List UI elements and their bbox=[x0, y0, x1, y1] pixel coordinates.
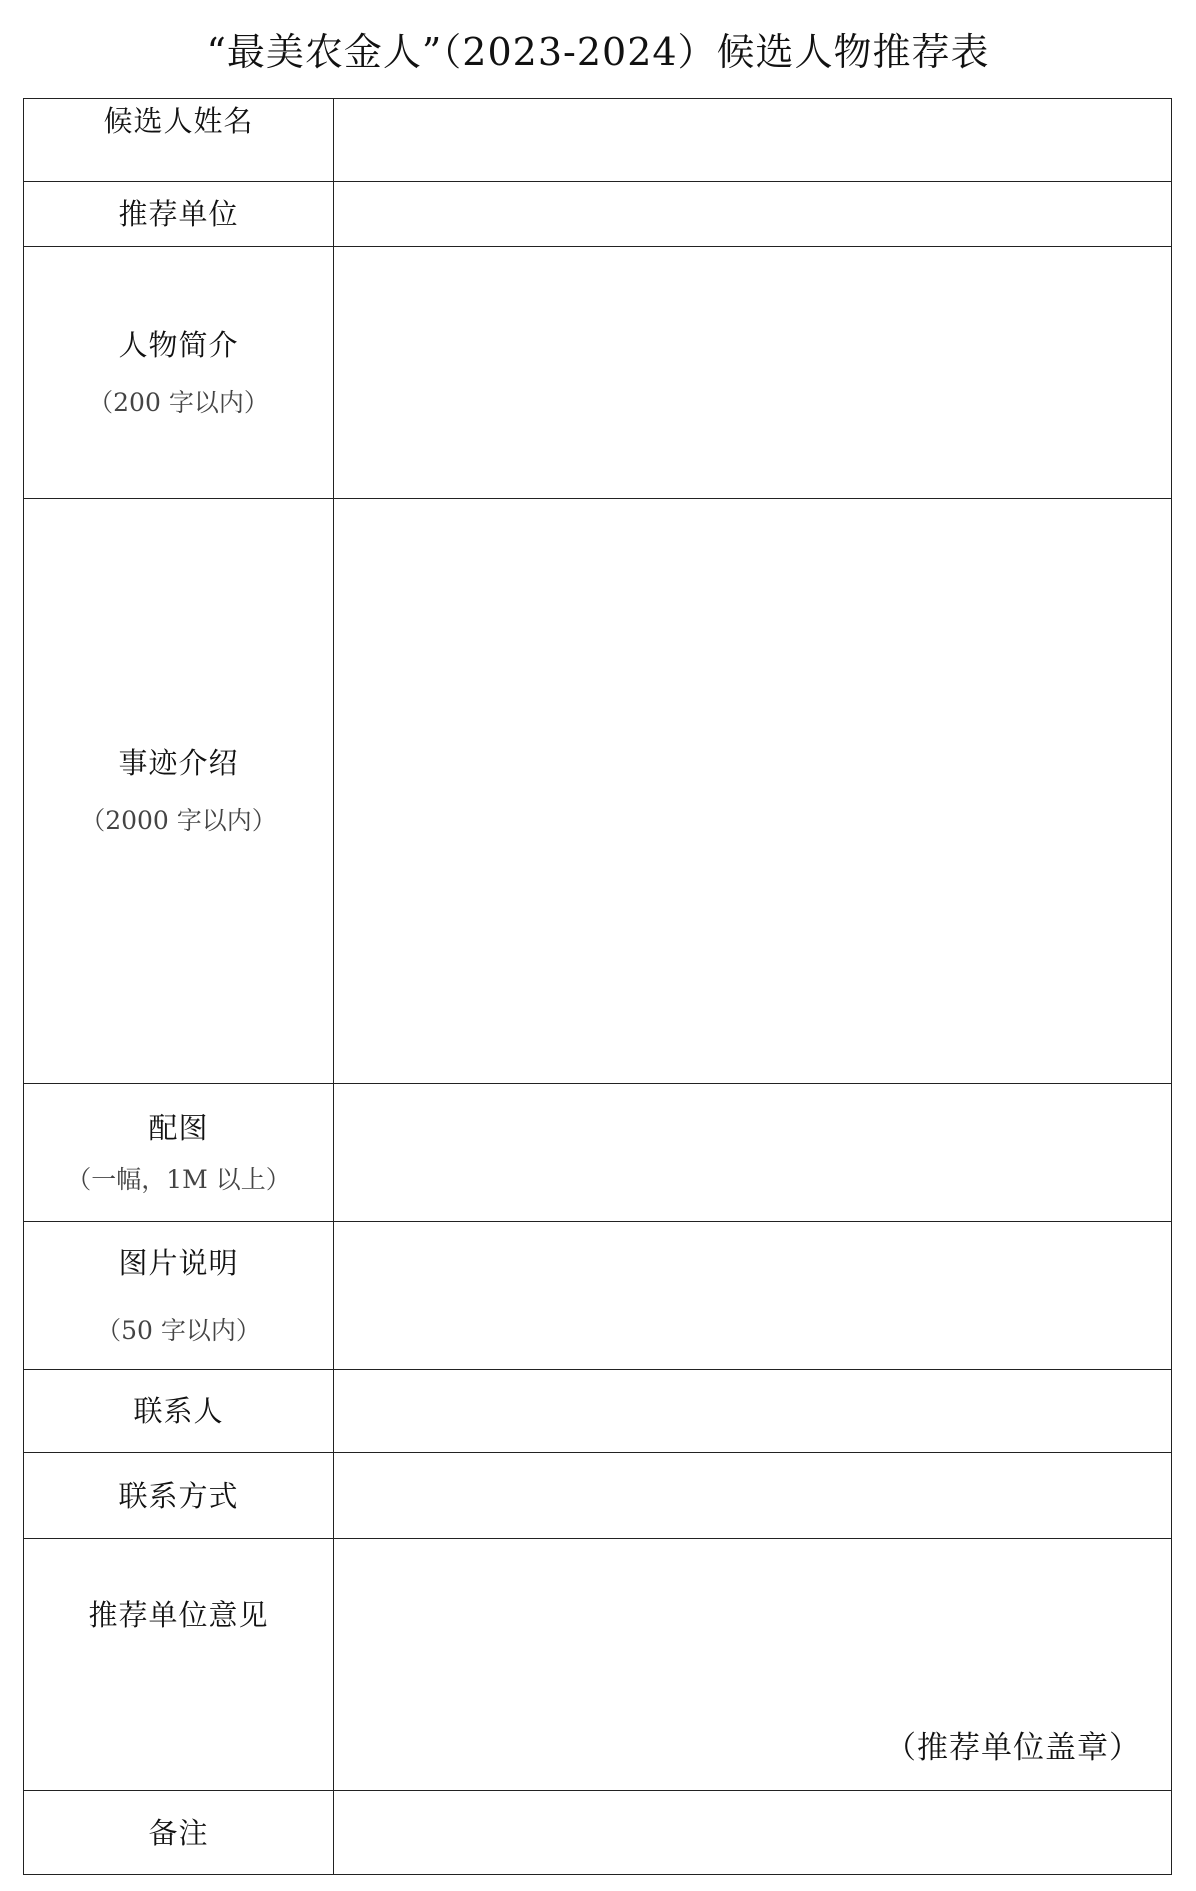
form-row-contact-info bbox=[24, 1453, 1172, 1539]
contact-info-field[interactable] bbox=[334, 1453, 1172, 1539]
nomination-form-table bbox=[23, 98, 1172, 1875]
form-row-candidate-name bbox=[24, 99, 1172, 182]
photo-note: （一幅，1M 以上） bbox=[66, 1164, 291, 1194]
form-row-profile bbox=[24, 247, 1172, 499]
photo-caption-label: 图片说明 bbox=[118, 1245, 239, 1280]
photo-caption-field[interactable] bbox=[334, 1222, 1172, 1370]
label-cell bbox=[24, 1539, 334, 1791]
candidate-name-label: 候选人姓名 bbox=[103, 104, 254, 138]
contact-info-label: 联系方式 bbox=[118, 1478, 239, 1513]
label-cell bbox=[24, 1791, 334, 1875]
profile-label: 人物简介 bbox=[118, 327, 239, 362]
contact-person-field[interactable] bbox=[334, 1370, 1172, 1453]
photo-caption-note: （50 字以内） bbox=[96, 1315, 261, 1345]
photo-label: 配图 bbox=[148, 1110, 209, 1145]
label-cell bbox=[24, 99, 334, 182]
recommending-unit-label: 推荐单位 bbox=[118, 197, 239, 231]
achievements-field[interactable] bbox=[334, 499, 1172, 1084]
label-cell bbox=[24, 1370, 334, 1453]
profile-note: （200 字以内） bbox=[88, 387, 269, 417]
photo-upload-field[interactable] bbox=[334, 1084, 1172, 1222]
label-cell bbox=[24, 1084, 334, 1222]
label-cell bbox=[24, 1222, 334, 1370]
form-row-remarks bbox=[24, 1791, 1172, 1875]
form-row-contact-person bbox=[24, 1370, 1172, 1453]
form-row-unit-opinion bbox=[24, 1539, 1172, 1791]
label-cell bbox=[24, 499, 334, 1084]
contact-person-label: 联系人 bbox=[133, 1394, 224, 1428]
remarks-field[interactable] bbox=[334, 1791, 1172, 1875]
label-cell bbox=[24, 182, 334, 247]
achievements-label: 事迹介绍 bbox=[118, 746, 239, 780]
unit-opinion-label: 推荐单位意见 bbox=[88, 1598, 269, 1632]
form-row-photo-caption bbox=[24, 1222, 1172, 1370]
unit-opinion-field[interactable] bbox=[334, 1539, 1172, 1791]
label-cell bbox=[24, 247, 334, 499]
label-cell bbox=[24, 1453, 334, 1539]
form-title: “最美农金人”（2023-2024）候选人物推荐表 bbox=[206, 30, 990, 74]
profile-field[interactable] bbox=[334, 247, 1172, 499]
achievements-note: （2000 字以内） bbox=[80, 806, 277, 835]
form-row-recommending-unit bbox=[24, 182, 1172, 247]
candidate-name-field[interactable] bbox=[334, 99, 1172, 182]
form-row-achievements bbox=[24, 499, 1172, 1084]
recommending-unit-field[interactable] bbox=[334, 182, 1172, 247]
form-row-photo bbox=[24, 1084, 1172, 1222]
remarks-label: 备注 bbox=[148, 1815, 209, 1850]
unit-stamp-note: （推荐单位盖章） bbox=[885, 1730, 1141, 1766]
